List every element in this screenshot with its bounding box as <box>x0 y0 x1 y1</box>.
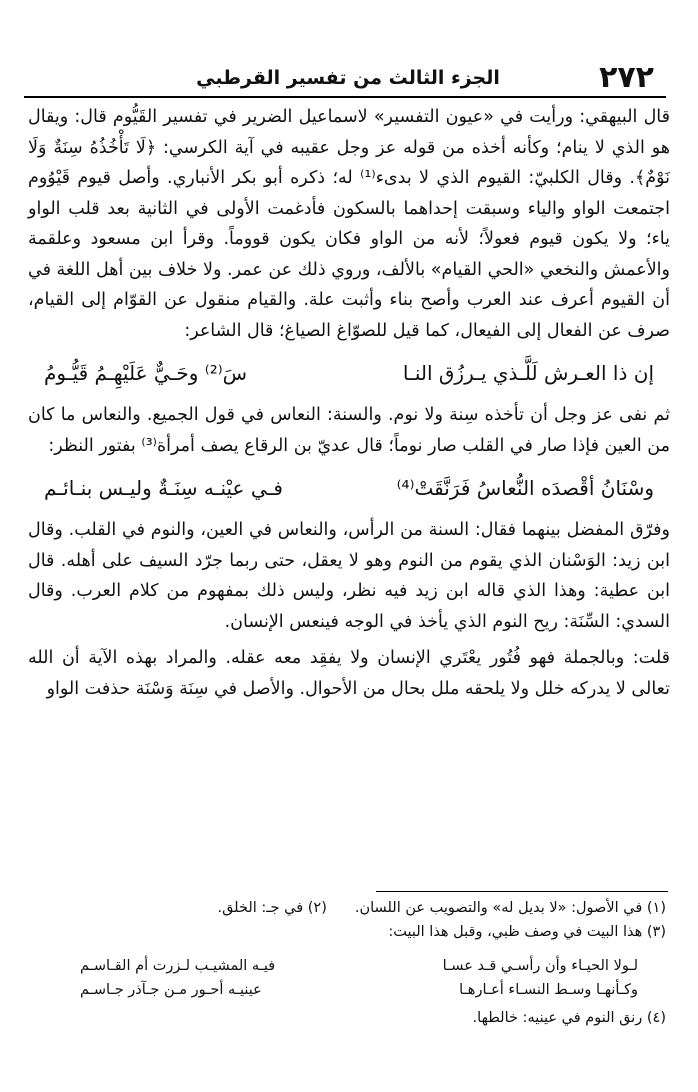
verse-second-hemistich: فيـه المشيـب لـزرت أم القـاسـم <box>80 958 276 974</box>
footnote-verse <box>60 978 666 1002</box>
verse-first-hemistich: وكـأنهـا وسـط النسـاء أعـارهـا <box>459 982 638 998</box>
footnote-rule <box>376 891 668 892</box>
footnotes <box>60 896 666 1030</box>
paragraph-sinah: ثم نفى عز وجل أن تأخذه سِنة ولا نوم. والسنة: النعاس في قول الجميع. والنعاس ما كان من العين فإذا صار في القلب صار نوماً؛ قال عديّ بن الرقاع يصف أمرأة⁽³⁾ بفتور النظر: <box>28 405 670 456</box>
verse-second-hemistich: فـي عيْنـه سِنَـةٌ وليـس بنـائـم <box>44 476 283 500</box>
running-title: الجزء الثالث من تفسير القرطبي <box>196 67 500 89</box>
verse-second-hemistich: عينيـه أحـور مـن جـآذر جـاسـم <box>80 982 262 998</box>
footnote-3: (٣) هذا البيت في وصف ظبي، وقبل هذا البيت: <box>388 924 666 940</box>
verse-first-hemistich: إن ذا العـرش لَلَّـذي يـرزُق النـا <box>402 361 654 385</box>
paragraph-mufaddal: وفرّق المفضل بينهما فقال: السنة من الرأس، والنعاس في العين، والنوم في القلب. وقال ابن زيد: الوَسْنان الذي يقوم من النوم وهو لا يعقل، حتى ربما جرّد السيف على أهله. قال ابن عطية: وهذا الذي قاله ابن زيد فيه نظر، وليس ذلك بمفهوم من كلام العرب. وقال السدي: السِّنَة: ريح النوم الذي يأخذ في الوجه فينعس الإنسان. <box>28 520 670 632</box>
footnote-1: (١) في الأصول: «لا بديل له» والتصويب عن اللسان. <box>354 900 666 916</box>
main-text <box>28 102 670 704</box>
paragraph-qultu: قلت: وبالجملة فهو فُتُور يعْتَري الإنسان ولا يفقِد معه عقله. والمراد بهذه الآية أن الله تعالى لا يدركه خلل ولا يلحقه ملل بحال من الأحوال. والأصل في سِنَة وَسْنَة حذفت الواو <box>28 648 670 699</box>
footnote-2: (٢) في جـ: الخلق. <box>217 900 327 916</box>
page-header <box>28 58 668 98</box>
verse-adi-ibn-riqa <box>28 461 670 515</box>
verse-first-hemistich: لـولا الحيـاء وأن رأسـي قـد عسـا <box>442 958 638 974</box>
header-rule <box>24 96 666 98</box>
paragraph-qayyum: قال البيهقي: ورأيت في «عيون التفسير» لاسماعيل الضرير في تفسير القَيُّوم قال: ويقال هو الذي لا ينام؛ وكأنه أخذه من قوله عز وجل عقيبه في آية الكرسي: ﴿لَا تَأْخُذُهُ سِنَةٌ وَلَا نَوْمٌ﴾. وقال الكلبيّ: القيوم الذي لا بدىء⁽¹⁾ له؛ ذكره أبو بكر الأنباري. وأصل قيوم قَيْوُوم اجتمعت الواو والياء وسبقت إحداهما بالسكون فأدغمت الأولى في الثانية بعد قلب الواو ياء؛ ولا يكون قيوم فعولاً؛ لأنه من الواو فكان يكون قووماً. وقرأ ابن مسعود وعلقمة والأعمش والنخعي «الحي القيام» بالألف، وروي ذلك عن عمر. ولا خلاف بين أهل اللغة في أن القيوم أعرف عند العرب وأصح بناء وأثبت علة. والقيام منقول عن القوّام إلى القيام، صرف عن الفعال إلى الفيعال، كما قيل للصوّاغ الصياغ؛ قال الشاعر: <box>28 107 670 341</box>
footnote-verses <box>60 954 666 1002</box>
verse-first-hemistich: وسْنَانُ أقْصدَه النُّعاسُ فَرَنَّقَتْ⁽⁴⁾ <box>396 476 654 500</box>
footnote-4: (٤) رنق النوم في عينيه: خالطها. <box>472 1010 666 1026</box>
verse-poet <box>28 346 670 400</box>
footnote-verse <box>60 954 666 978</box>
verse-second-hemistich: سَ⁽²⁾ وحَـيٌّ عَلَيْهِـمُ قَيُّـومُ <box>44 361 248 385</box>
footnote-row <box>60 896 666 920</box>
page-number: ٢٧٢ <box>599 60 654 95</box>
